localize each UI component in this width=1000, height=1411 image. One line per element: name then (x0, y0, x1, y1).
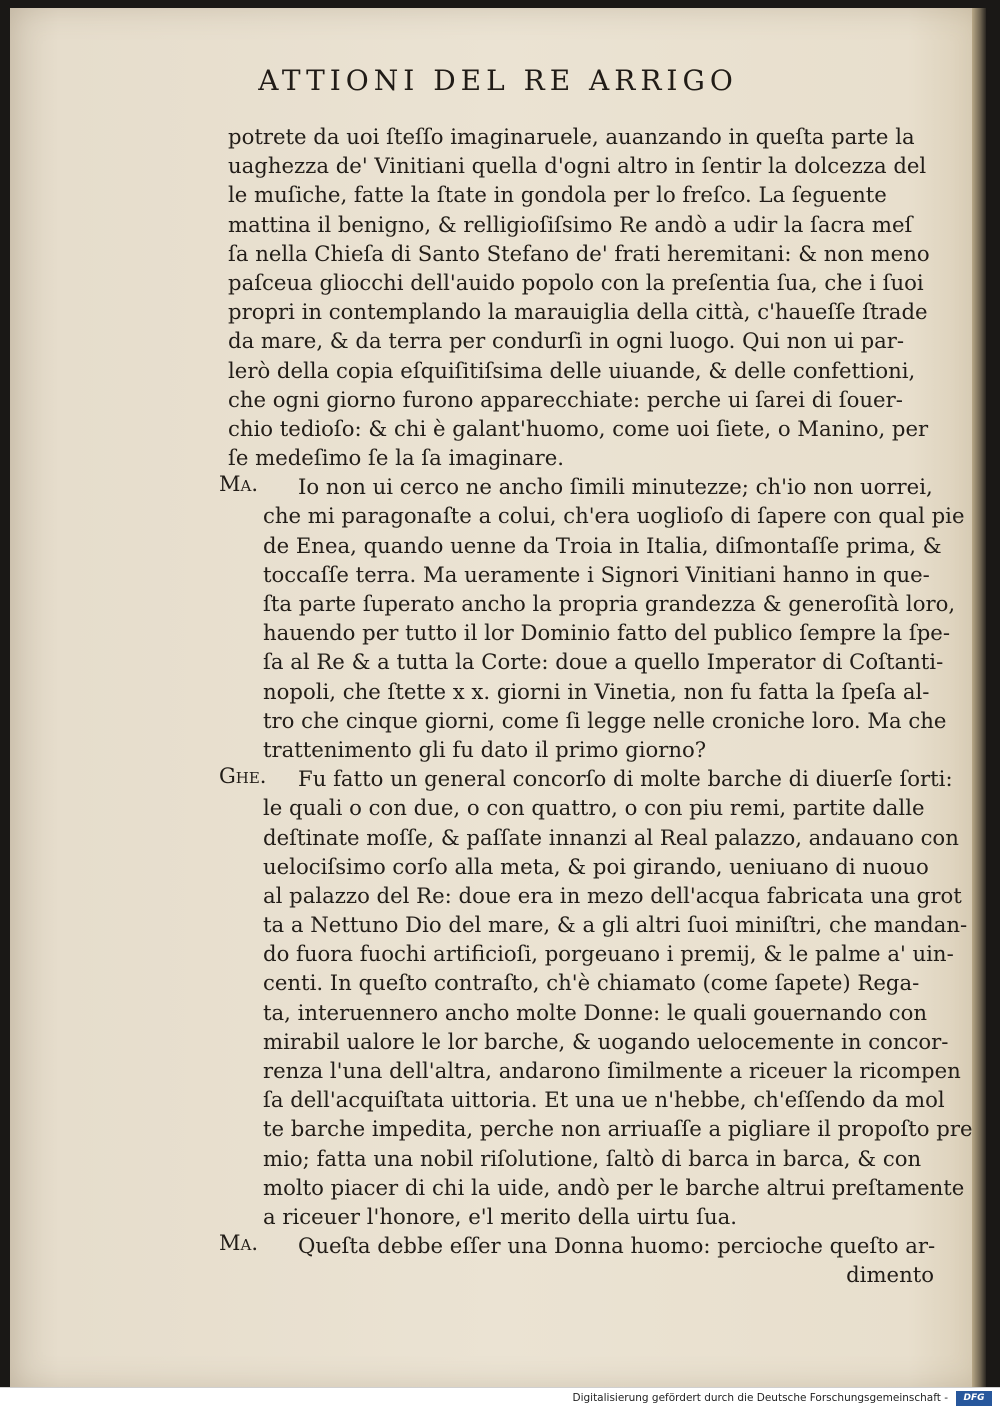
text-line: ta, interuennero ancho molte Donne: le quali gouernando con (263, 999, 928, 1025)
text-line: paſceua gliocchi dell'auido popolo con la preſentia ſua, che i ſuoi (228, 269, 924, 295)
book-page (10, 8, 986, 1388)
catchword: dimento (846, 1262, 934, 1288)
text-line: che ogni giorno furono apparecchiate: perche ui ſarei di ſouer- (228, 386, 903, 412)
text-line: hauendo per tutto il lor Dominio fatto del publico ſempre la ſpe- (263, 620, 950, 646)
text-line: ſa nella Chieſa di Santo Stefano de' frati heremitani: & non meno (228, 240, 930, 266)
text-line: uelociſsimo corſo alla meta, & poi girando, ueniuano di nuouo (263, 853, 929, 879)
speech-block (219, 1231, 940, 1260)
text-line: centi. In queſto contraſto, ch'è chiamato (come ſapete) Rega- (263, 970, 920, 996)
book-spine-shadow (972, 8, 986, 1388)
text-line: a riceuer l'honore, e'l merito della uirtu ſua. (263, 1203, 737, 1229)
speech-block (219, 764, 973, 1231)
text-line: uaghezza de' Vinitiani quella d'ogni altro in ſentir la dolcezza del (228, 153, 927, 179)
text-line: nopoli, che ſtette x x. giorni in Vinetia, non fu fatta la ſpeſa al- (263, 678, 930, 704)
text-line: al palazzo del Re: doue era in mezo dell'acqua fabricata una grot (263, 882, 962, 908)
text-line: mattina il benigno, & relligioſiſsimo Re andò a udir la ſacra meſ (228, 211, 913, 237)
text-line: mirabil ualore le lor barche, & uogando uelocemente in concor- (263, 1028, 949, 1054)
speaker-label: Ma. (219, 1231, 259, 1256)
narrative-block (228, 122, 940, 472)
text-line: da mare, & da terra per condurſi in ogni luogo. Qui non ui par- (228, 328, 905, 354)
text-line: deſtinate moſſe, & paſſate innanzi al Real palazzo, andauano con (263, 824, 959, 850)
text-line: ſa dell'acquiſtata uittoria. Et una ue n'hebbe, ch'eſſendo da mol (263, 1087, 945, 1113)
speech-block (219, 472, 965, 764)
text-line: propri in contemplando la marauiglia della città, c'haueſſe ſtrade (228, 299, 928, 325)
text-line: ſe medeſimo ſe la ſa imaginare. (228, 445, 565, 471)
text-line: Io non ui cerco ne ancho ſimili minutezze; ch'io non uorrei, (298, 474, 933, 500)
text-line: de Enea, quando uenne da Troia in Italia, diſmontaſſe prima, & (263, 532, 942, 558)
text-line: do fuora fuochi artificioſi, porgeuano i premij, & le palme a' uin- (263, 941, 954, 967)
text-line: le muſiche, fatte la ſtate in gondola per lo freſco. La ſeguente (228, 182, 887, 208)
text-line: te barche impedita, perche non arriuaſſe a pigliare il propoſto pre (263, 1116, 973, 1142)
text-line: Queſta debbe eſſer una Donna huomo: percioche queſto ar- (298, 1233, 936, 1259)
text-line: Fu fatto un general concorſo di molte barche di diuerſe ſorti: (298, 766, 953, 792)
text-line: trattenimento gli fu dato il primo giorno? (263, 736, 707, 762)
text-line: renza l'una dell'altra, andarono ſimilmente a riceuer la ricompen (263, 1058, 961, 1083)
text-line: che mi paragonaſte a colui, ch'era uoglioſo di ſapere con qual pie (263, 503, 965, 529)
text-line: toccaſſe terra. Ma ueramente i Signori Vinitiani hanno in que- (263, 561, 930, 587)
page-body-text (219, 122, 973, 1290)
text-line: potrete da uoi ſteſſo imaginaruele, auanzando in queſta parte la (228, 124, 915, 149)
text-line: mio; fatta una nobil riſolutione, ſaltò di barca in barca, & con (263, 1145, 922, 1171)
text-line: ſa al Re & a tutta la Corte: doue a quello Imperator di Coſtanti- (263, 649, 944, 675)
speaker-label: Ghe. (219, 764, 267, 789)
text-line: chio tedioſo: & chi è galant'huomo, come uoi ſiete, o Manino, per (228, 415, 929, 441)
text-line: lerò della copia eſquiſitiſsima delle uiuande, & delle confettioni, (228, 357, 916, 383)
speaker-label: Ma. (219, 472, 259, 497)
text-line: ta a Nettuno Dio del mare, & a gli altri ſuoi miniſtri, che mandan- (263, 912, 968, 938)
funding-credit: Digitalisierung gefördert durch die Deutsche Forschungsgemeinschaft - (572, 1392, 948, 1404)
text-line: ſta parte ſuperato ancho la propria grandezza & generoſità loro, (263, 591, 956, 616)
text-line: molto piacer di chi la uide, andò per le barche altrui preſtamente (263, 1174, 965, 1200)
digitization-footer (0, 1387, 1000, 1411)
text-line: le quali o con due, o con quattro, o con piu remi, partite dalle (263, 795, 925, 821)
dfg-logo: DFG (956, 1391, 992, 1406)
running-header: ATTIONI DEL RE ARRIGO (258, 64, 738, 97)
text-line: tro che cinque giorni, come ſi legge nelle croniche loro. Ma che (263, 707, 947, 733)
